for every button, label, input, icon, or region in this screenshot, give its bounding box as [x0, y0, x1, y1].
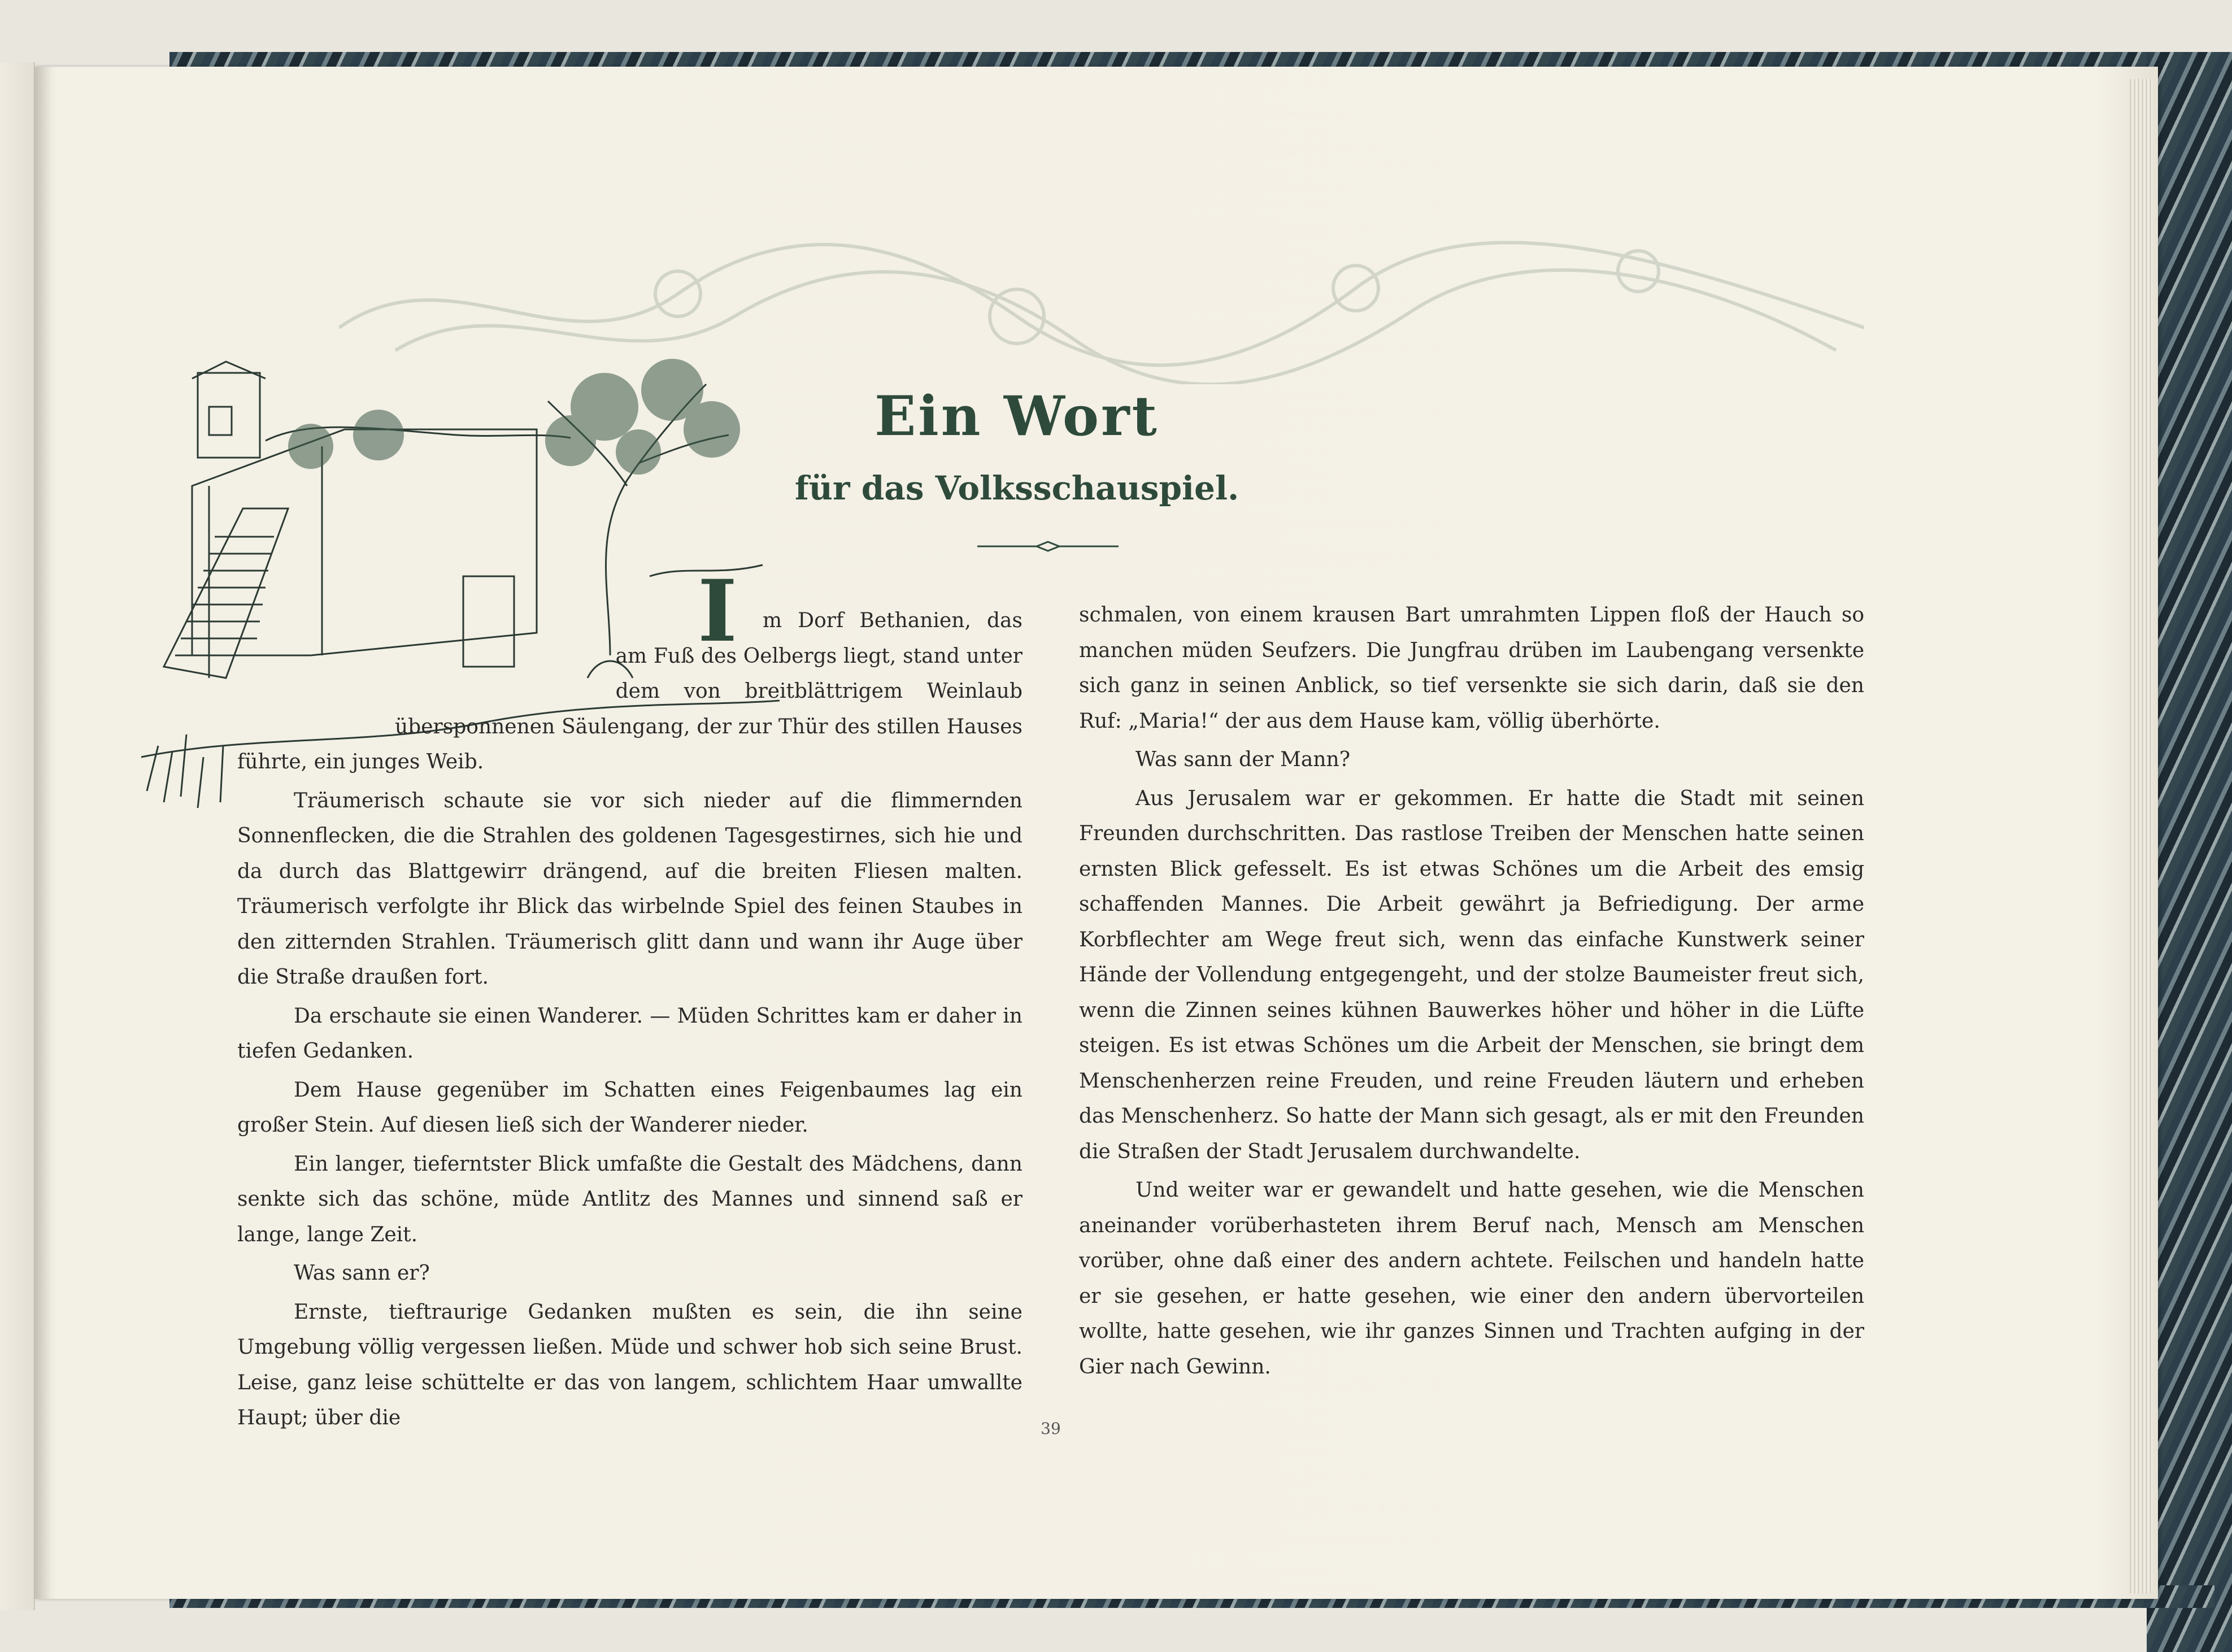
page-title: Ein Wort — [874, 384, 1159, 448]
gutter-shadow — [34, 67, 51, 1599]
paragraph: Träumerisch schaute sie vor sich nieder auf die flimmernden Sonnenflecken, die die Strahlen des goldenen Tagesgestirnes, sich hie und da durch das Blattgewirr drängend, auf die breiten Fliesen malten. Träumerisch verfolgte ihr Blick das wirbelnde Spiel des feinen Staubes in den zitternden Strahlen. Träumerisch glitt dann und wann ihr Auge über die Straße draußen fort. — [237, 789, 1023, 989]
paragraph: Da erschaute sie einen Wanderer. — Müden Schrittes kam er daher in tiefen Gedanken. — [237, 1004, 1023, 1063]
page-number: 39 — [1041, 1419, 1061, 1438]
paragraph: Was sann er? — [294, 1262, 430, 1285]
left-page-edge — [0, 62, 35, 1610]
title-divider-ornament — [977, 540, 1119, 553]
drop-cap-initial: I — [697, 562, 738, 661]
paragraph: Aus Jerusalem war er gekommen. Er hatte die Stadt mit seinen Freunden durchschritten. Das rastlose Treiben der Menschen hatte seinen ernsten Blick gefesselt. Es ist etwas Schönes um die Arbeit des emsig schaffenden Mannes. Die Arbeit gewährt ja Befriedigung. Der arme Korbflechter am Wege freut sich, wenn das einfache Kunstwerk seiner Hände der Vollendung entgegengeht, und der stolze Baumeister freut sich, wenn die Zinnen seines kühnen Bauwerkes höher und höher in die Lüfte steigen. Es ist etwas Schönes um die Arbeit der Menschen, sie bringt dem Menschenherzen reine Freuden, und reine Freuden läutern und erheben das Menschenherz. So hatte der Mann sich gesagt, als er mit den Freunden die Straßen der Stadt Jerusalem durchwandelte. — [1079, 786, 1864, 1163]
right-text-column — [1079, 598, 1864, 1388]
page-subtitle: für das Volksschauspiel. — [794, 469, 1239, 507]
left-text-column — [237, 603, 1023, 1440]
marbled-cover-right — [2147, 52, 2232, 1652]
paragraph: schmalen, von einem krausen Bart umrahmten Lippen floß der Hauch so manchen müden Seufzers. Die Jungfrau drüben im Laubengang versenkte sich ganz in seinen Anblick, so tief versenkte sie sich darin, daß sie den Ruf: „Maria!“ der aus dem Hause kam, völlig überhörte. — [1079, 603, 1864, 733]
page-stack-edge — [2130, 79, 2152, 1593]
paragraph: m Dorf Bethanien, das am Fuß des Oelbergs liegt, stand unter dem von breitblättrigem Weinlaub übersponnenen Säulengang, der zur Thür des stillen Hauses führte, ein junges Weib. — [237, 609, 1023, 773]
paragraph: Dem Hause gegenüber im Schatten eines Feigenbaumes lag ein großer Stein. Auf diesen ließ sich der Wanderer nieder. — [237, 1078, 1023, 1137]
paragraph: Und weiter war er gewandelt und hatte gesehen, wie die Menschen aneinander vorüberhasteten ihrem Beruf nach, Mensch am Menschen vorüber, ohne daß einer des andern achtete. Feilschen und handeln hatte er sie gesehen, er hatte gesehen, wie einer den andern übervorteilen wollte, hatte gesehen, wie ihr ganzes Sinnen und Trachten aufging in der Gier nach Gewinn. — [1079, 1179, 1864, 1379]
paragraph: Ernste, tieftraurige Gedanken mußten es sein, die ihn seine Umgebung völlig vergessen ließen. Müde und schwer hob sich seine Brust. Leise, ganz leise schüttelte er das von langem, schlichtem Haar umwallte Haupt; über die — [237, 1300, 1023, 1429]
paragraph: Ein langer, tieferntster Blick umfaßte die Gestalt des Mädchens, dann senkte sich das schöne, müde Antlitz des Mannes und sinnend saß er lange, lange Zeit. — [237, 1152, 1023, 1246]
paragraph: Was sann der Mann? — [1135, 748, 1351, 771]
